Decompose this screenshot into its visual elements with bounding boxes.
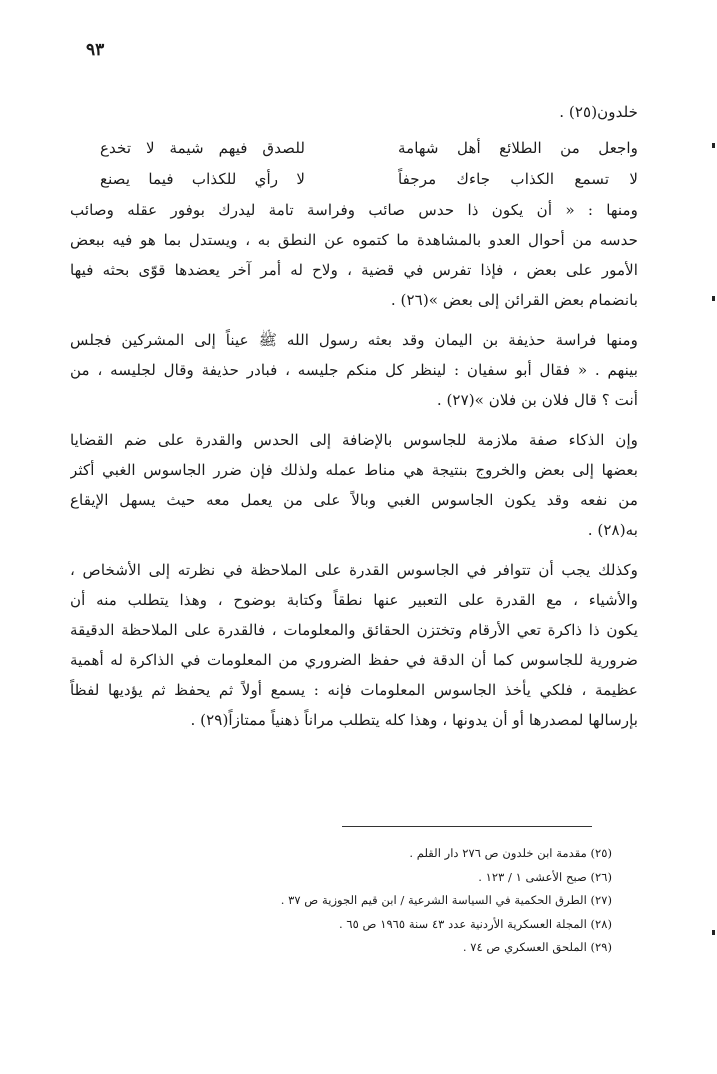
footnote-divider [342, 826, 592, 827]
poem [70, 133, 638, 195]
text-line: ومنها فراسة حذيفة بن اليمان وقد بعثه رسول الله ﷺ عيناً إلى المشركين فجلس [70, 331, 638, 349]
text-line: بانضمام بعض القرائن إلى بعض »(٢٦) . [390, 291, 638, 309]
poem-hemistich: لا رأي للكذاب فيما يصنع [100, 170, 305, 188]
scan-edge-mark [712, 143, 715, 148]
intro-fragment [70, 97, 638, 127]
poem-verse [70, 133, 638, 164]
text-line: يكون ذا ذاكرة تعي الأرقام وتختزن الحقائق والمعلومات ، فالقدرة على الملاحظة الدقيقة [70, 621, 638, 639]
text-line: به(٢٨) . [587, 521, 638, 539]
text-line: من نفعه وقد يكون الجاسوس الغبي وبالاً على من يعمل معه حيث يسهل الإيقاع [70, 491, 638, 509]
text-line: حدسه من أحوال العدو بالمشاهدة ما كتموه عن النطق به ، ويستدل بما هو فيه ببعض [70, 231, 638, 249]
paragraph [70, 555, 638, 735]
text-line: وإن الذكاء صفة ملازمة للجاسوس بالإضافة إلى الحدس والقدرة على ضم القضايا [70, 431, 638, 449]
text-line: بينهم . « فقال أبو سفيان : لينظر كل منكم جليسه ، فبادر حذيفة وقال لجليسه ، من [70, 361, 638, 379]
poem-hemistich: لا تسمع الكذاب جاءك مرجفاً [398, 170, 638, 188]
scan-edge-mark [712, 296, 715, 301]
text-line: والأشياء ، مع القدرة على التعبير عنها نطقاً وكتابة بوضوح ، وهذا يتطلب منه أن [70, 591, 638, 609]
text-line: عظيمة ، فلكي يأخذ الجاسوس المعلومات فإنه : يسمع أولاً ثم يحفظ ثم يؤديها لفظاً [70, 681, 638, 699]
text-line: ضرورية للجاسوس كما أن الدقة في حفظ الضروري من المعلومات في الذاكرة له أهمية [70, 651, 638, 669]
footnote: (٢٧) الطرق الحكمية في السياسة الشرعية / ابن قيم الجوزية ص ٣٧ . [280, 893, 612, 907]
text-line: ومنها : « أن يكون ذا حدس صائب وفراسة تامة ليدرك بوفور عقله وصائب [70, 201, 638, 219]
footnote: (٢٦) صبح الأعشى ١ / ١٢٣ . [478, 869, 612, 884]
text-line: بإرسالها لمصدرها أو أن يدونها ، وهذا كله يتطلب مراناً ذهنياً ممتازاً(٢٩) . [190, 711, 638, 729]
text-line: بعضها إلى بعض والخروج بنتيجة هي مناط عمله ولذلك فإن ضرر الجاسوس الغبي أكثر [70, 461, 638, 479]
paragraph [70, 425, 638, 545]
poem-hemistich: واجعل من الطلائع أهل شهامة [398, 139, 638, 157]
footnote: (٢٨) المجلة العسكرية الأردنية عدد ٤٣ سنة ١٩٦٥ ص ٦٥ . [338, 916, 612, 931]
scan-edge-mark [712, 930, 715, 935]
poem-hemistich: للصدق فيهم شيمة لا تخدع [100, 139, 305, 157]
paragraph [70, 195, 638, 315]
footnote: (٢٥) مقدمة ابن خلدون ص ٢٧٦ دار القلم . [409, 846, 612, 860]
intro-fragment-text: خلدون(٢٥) . [559, 103, 638, 121]
paragraph [70, 325, 638, 415]
main-text [70, 97, 638, 735]
text-line: وكذلك يجب أن تتوافر في الجاسوس القدرة على الملاحظة في نظرته إلى الأشخاص ، [70, 561, 638, 579]
text-line: أنت ؟ قال فلان بن فلان »(٢٧) . [436, 391, 638, 409]
footnotes [280, 842, 612, 960]
footnote: (٢٩) الملحق العسكري ص ٧٤ . [462, 940, 612, 954]
page-number: ٩٣ [86, 40, 105, 60]
poem-verse [70, 164, 638, 195]
text-line: الأمور على بعض ، فإذا تفرس في قضية ، ولاح له أمر آخر يعضدها قوّى بحثه فيها [70, 261, 638, 279]
